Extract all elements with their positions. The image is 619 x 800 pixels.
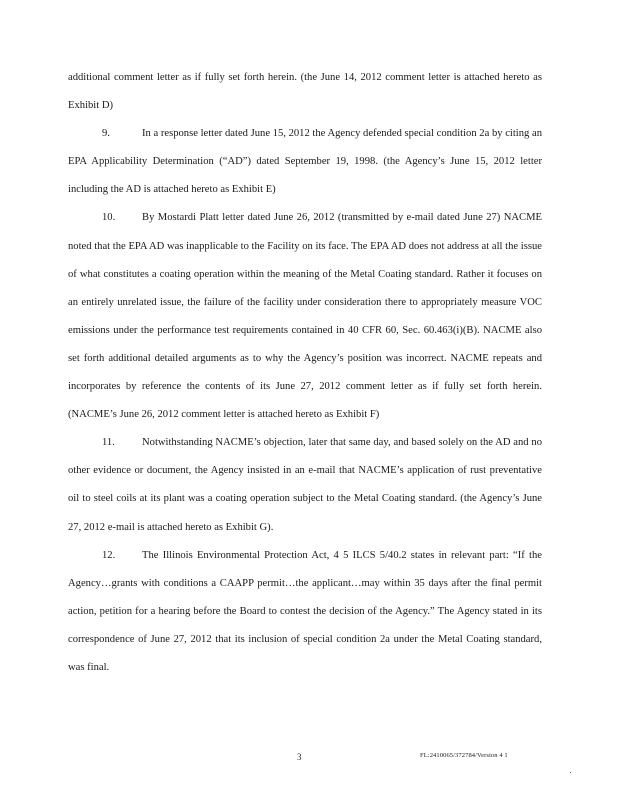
paragraph-11 [68, 429, 542, 541]
document-id: FL:2410065/372784/Version 4 1 [420, 752, 508, 759]
paragraph-text: By Mostardi Platt letter dated June 26, 2012 (transmitted by e-mail dated June 27) NACME noted that the EPA AD was inapplicable to the Facility on its face. The EPA AD does not address at all the issue of what constitutes a coating operation within the meaning of the Metal Coating standard. Rather it focuses on an entirely unrelated issue, the failure of the facility under consideration there to appropriately measure VOC emissions under the performance test requirements contained in 40 CFR 60, Sec. 60.463(i)(B). NACME also set forth additional detailed arguments as to why the Agency’s position was incorrect. NACME repeats and incorporates by reference the contents of its June 27, 2012 comment letter as if fully set forth herein. (NACME’s June 26, 2012 comment letter is attached hereto as Exhibit F) [68, 212, 542, 421]
paragraph-number: 10. [102, 212, 116, 224]
paragraph-text: The Illinois Environmental Protection Act, 4 5 ILCS 5/40.2 states in relevant part: “If the Agency…grants with conditions a CAAPP permit…the applicant…may within 35 days after the final permit action, petition for a hearing before the Board to contest the decision of the Agency.” The Agency stated in its correspondence of June 27, 2012 that its inclusion of special condition 2a under the Metal Coating standard, was final. [68, 549, 542, 673]
scan-speck [570, 772, 571, 773]
paragraph-9 [68, 120, 542, 204]
paragraph-number: 11. [102, 437, 115, 449]
paragraph-number: 9. [102, 128, 110, 140]
paragraph-text: Notwithstanding NACME’s objection, later that same day, and based solely on the AD and no other evidence or document, the Agency insisted in an e-mail that NACME’s application of rust preventative oil to steel coils at its plant was a coating operation subject to the Metal Coating standard. (the Agency’s June 27, 2012 e-mail is attached hereto as Exhibit G). [68, 437, 542, 533]
document-body [68, 64, 542, 682]
paragraph-text: In a response letter dated June 15, 2012 the Agency defended special condition 2a by citing an EPA Applicability Determination (“AD”) dated September 19, 1998. (the Agency’s June 15, 2012 letter including the AD is attached hereto as Exhibit E) [68, 128, 542, 196]
page-number: 3 [297, 752, 302, 762]
paragraph-10 [68, 204, 542, 429]
paragraph-12 [68, 542, 542, 682]
continuation-paragraph: additional comment letter as if fully set forth herein. (the June 14, 2012 comment letter is attached hereto as Exhibit D) [68, 72, 542, 112]
paragraph-number: 12. [102, 549, 116, 561]
